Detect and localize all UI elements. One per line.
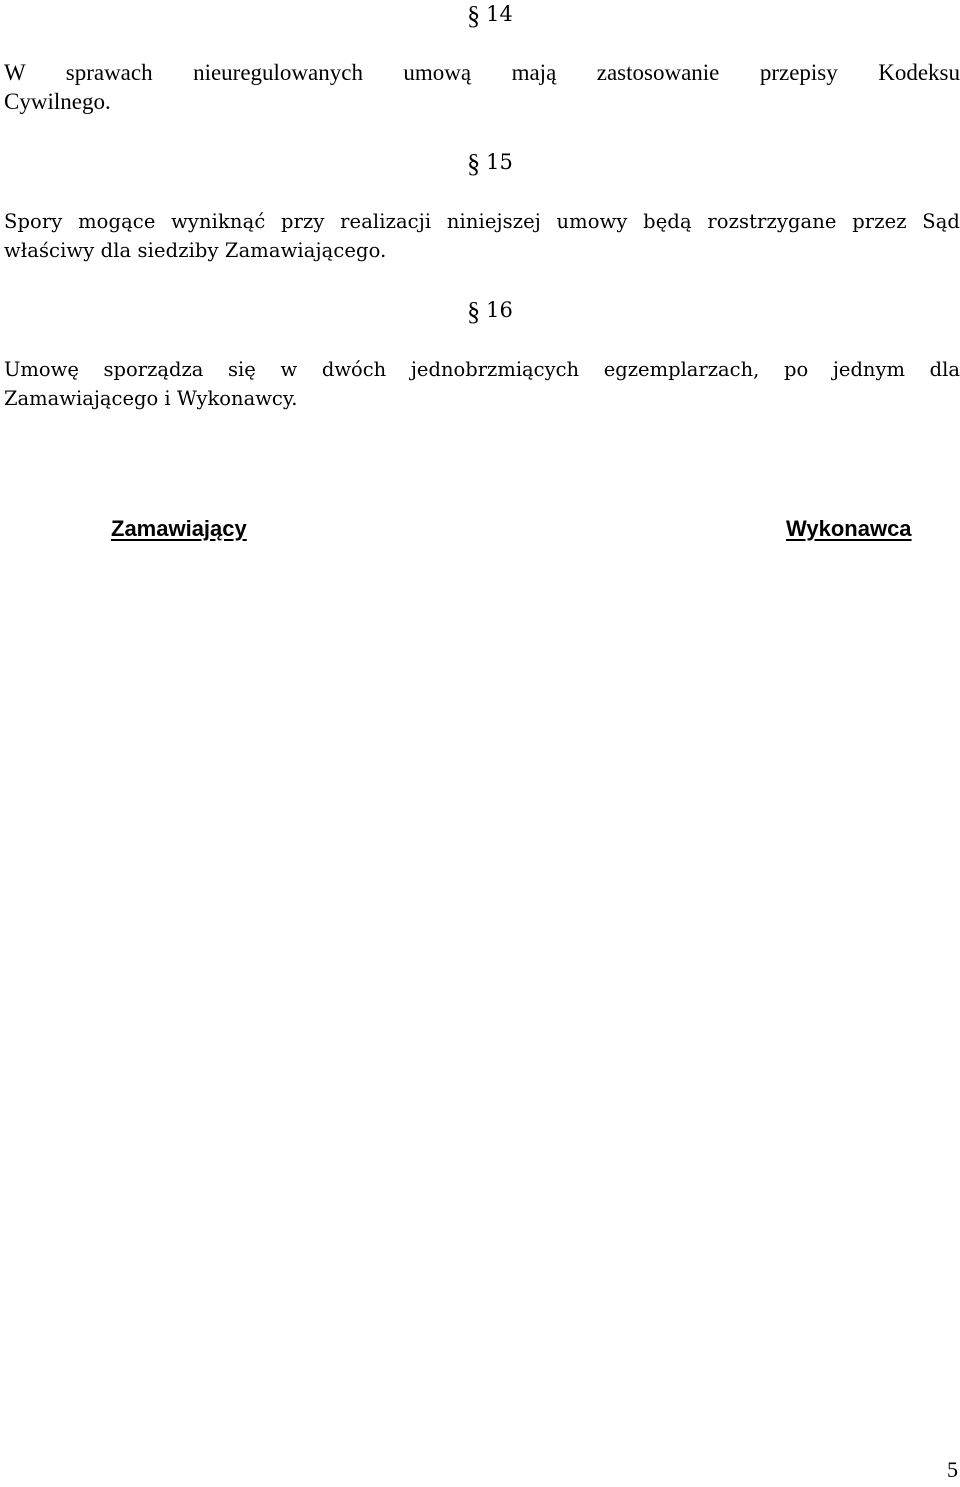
page-number: 5: [947, 1457, 958, 1482]
section-14-line-2: Cywilnego.: [4, 89, 111, 114]
signature-wykonawca: Wykonawca: [786, 516, 912, 541]
section-15-text: [4, 207, 960, 265]
section-15-line-1: Spory mogące wyniknąć przy realizacji niniejszej umowy będą rozstrzygane przez Sąd: [4, 210, 960, 233]
section-sign: §: [467, 1, 481, 30]
section-number: 15: [486, 150, 513, 174]
section-heading-16: [0, 296, 960, 326]
section-heading-14: [0, 0, 960, 30]
section-number: 16: [486, 298, 513, 322]
section-sign: §: [467, 149, 481, 178]
section-number: 14: [486, 2, 513, 26]
section-sign: §: [467, 297, 481, 326]
section-16-line-2: Zamawiającego i Wykonawcy.: [4, 387, 298, 410]
section-14-text: [4, 58, 960, 116]
section-16-line-1: Umowę sporządza się w dwóch jednobrzmiących egzemplarzach, po jednym dla: [4, 358, 960, 381]
section-heading-15: [0, 148, 960, 178]
section-15-line-2: właściwy dla siedziby Zamawiającego.: [4, 239, 387, 262]
section-14-line-1: W sprawach nieuregulowanych umową mają zastosowanie przepisy Kodeksu: [4, 60, 960, 85]
section-16-text: [4, 355, 960, 413]
signature-zamawiajacy: Zamawiający: [111, 516, 247, 541]
